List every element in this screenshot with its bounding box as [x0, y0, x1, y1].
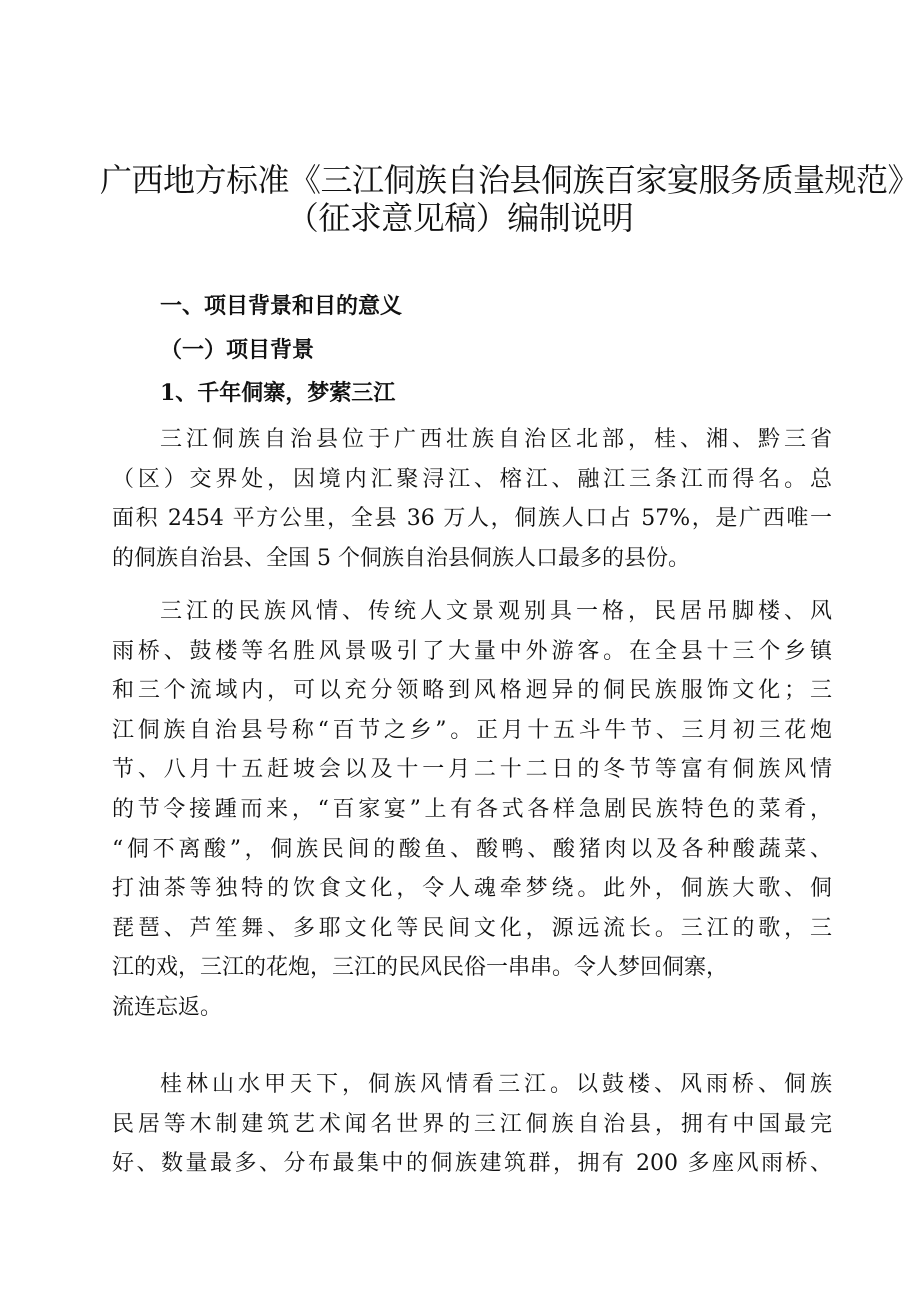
paragraph-line: 三江侗族自治县位于广西壮族自治区北部，桂、湘、黔三省 — [160, 427, 832, 452]
paragraph-line: 民居等木制建筑艺术闻名世界的三江侗族自治县，拥有中国最完 — [112, 1111, 832, 1137]
paragraph-line: 面积 2454 平方公里，全县 36 万人，侗族人口占 57%，是广西唯一 — [112, 506, 832, 532]
paragraph-line: 江的戏，三江的花炮，三江的民风民俗一串串。令人梦回侗寨， — [112, 955, 729, 981]
paragraph — [112, 592, 832, 1028]
paragraph-line: 的侗族自治县、全国 5 个侗族自治县侗族人口最多的县份。 — [112, 545, 690, 571]
document-title-line-2: （征求意见稿）编制说明 — [286, 199, 634, 237]
paragraph-line: 江侗族自治县号称“百节之乡”。正月十五斗牛节、三月初三花炮 — [112, 717, 832, 743]
section-heading: 一、项目背景和目的意义 — [160, 294, 403, 319]
item-heading: 1、千年侗寨，梦萦三江 — [160, 380, 396, 406]
paragraph-line: 打油茶等独特的饮食文化，令人魂牵梦绕。此外，侗族大歌、侗 — [112, 876, 832, 902]
paragraph-line: 和三个流域内，可以充分领略到风格迥异的侗民族服饰文化；三 — [112, 678, 832, 704]
paragraph-line: 三江的民族风情、传统人文景观别具一格，民居吊脚楼、风 — [160, 599, 832, 624]
paragraph-line: 好、数量最多、分布最集中的侗族建筑群，拥有 200 多座风雨桥、 — [112, 1151, 832, 1177]
paragraph-line: 桂林山水甲天下，侗族风情看三江。以鼓楼、风雨桥、侗族 — [160, 1072, 832, 1097]
paragraph-line: 的节令接踵而来，“百家宴”上有各式各样急剧民族特色的菜肴， — [112, 796, 832, 822]
paragraph-line: （区）交界处，因境内汇聚浔江、榕江、融江三条江而得名。总 — [112, 466, 832, 492]
document-title-line-1: 广西地方标准《三江侗族自治县侗族百家宴服务质量规范》 — [100, 161, 920, 199]
paragraph — [112, 1065, 832, 1184]
paragraph — [112, 420, 832, 578]
paragraph-line: 流连忘返。 — [112, 994, 223, 1020]
paragraph-line: “侗不离酸”，侗族民间的酸鱼、酸鸭、酸猪肉以及各种酸蔬菜、 — [112, 836, 832, 862]
subsection-heading: （一）项目背景 — [160, 338, 315, 363]
paragraph-line: 雨桥、鼓楼等名胜风景吸引了大量中外游客。在全县十三个乡镇 — [112, 638, 832, 664]
paragraph-line: 琵琶、芦笙舞、多耶文化等民间文化，源远流长。三江的歌，三 — [112, 915, 832, 941]
paragraph-line: 节、八月十五赶坡会以及十一月二十二日的冬节等富有侗族风情 — [112, 757, 832, 783]
